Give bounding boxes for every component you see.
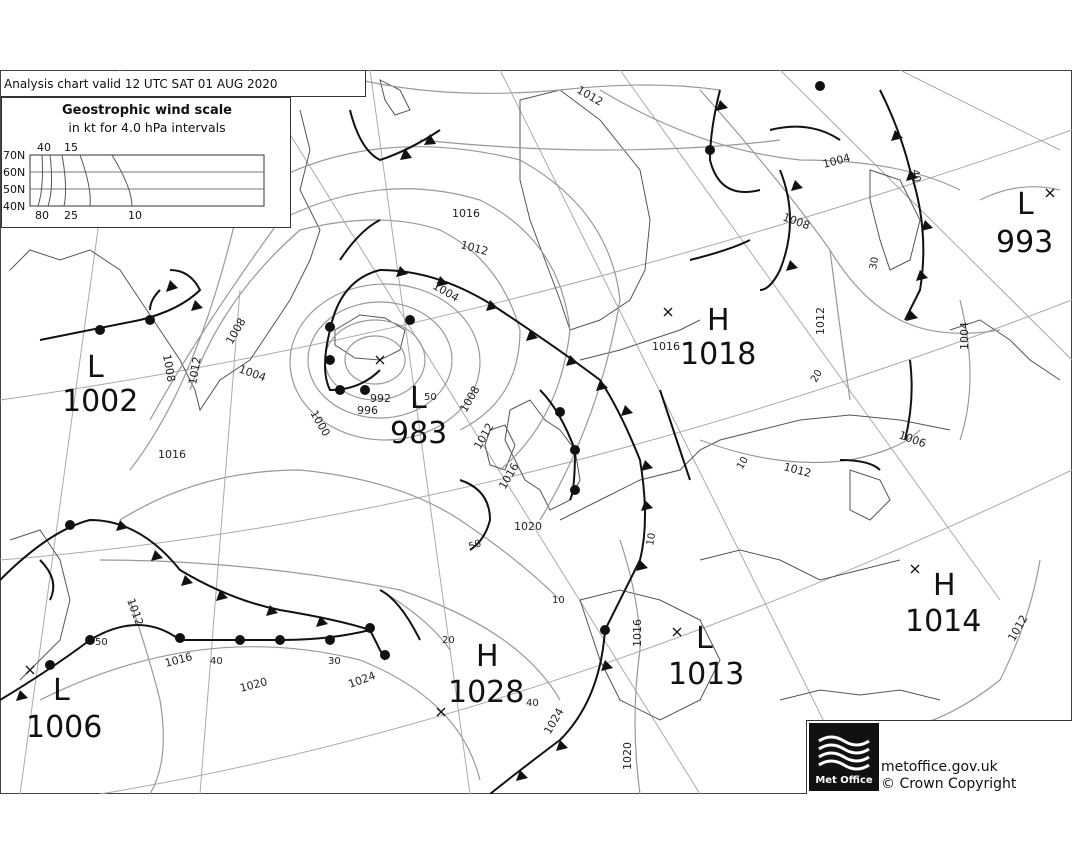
wind-label: 30: [868, 256, 882, 271]
system-letter: L: [1017, 187, 1034, 222]
system-pressure: 1006: [26, 710, 103, 745]
isobar-label: 1012: [186, 355, 204, 386]
wind-label: 20: [809, 367, 825, 385]
system-letter: H: [476, 639, 499, 674]
speed-label: 15: [64, 141, 78, 154]
isobar-label: 1012: [1005, 612, 1031, 644]
isobar-label: 1006: [896, 428, 928, 451]
isobar-label: 1000: [307, 408, 333, 439]
isobar-label: 1024: [346, 669, 378, 691]
isobar-label: 1016: [631, 619, 644, 647]
isobar-label: 1008: [457, 383, 483, 415]
speed-label: 80: [35, 209, 49, 222]
website-link[interactable]: metoffice.gov.uk: [881, 759, 998, 775]
wind-label: 40: [526, 698, 539, 709]
logo-text: Met Office: [815, 775, 873, 786]
wind-label: 10: [735, 454, 751, 472]
isobar-label: 1020: [514, 520, 542, 533]
system-pressure: 1028: [448, 675, 525, 710]
wind-label: 50: [424, 392, 437, 403]
system-pressure: 1002: [62, 384, 139, 419]
wind-label: 30: [328, 656, 341, 667]
chart-title: Analysis chart valid 12 UTC SAT 01 AUG 2020: [1, 71, 366, 97]
isobar-label: 1016: [452, 207, 480, 220]
isobar-label: 1004: [236, 362, 268, 385]
isobar-label: 996: [357, 404, 378, 417]
latitude-label: 70N: [3, 149, 26, 162]
wind-label: 10: [645, 532, 659, 547]
geostrophic-wind-scale: [1, 97, 291, 228]
isobar-label: 1008: [160, 353, 178, 384]
wave-icon: [809, 727, 879, 777]
latitude-label: 40N: [3, 200, 26, 213]
isobar-label: 1012: [459, 238, 490, 259]
speed-label: 10: [128, 209, 142, 222]
system-letter: L: [410, 381, 427, 416]
system-pressure: 983: [390, 416, 448, 451]
isobar-label: 1024: [541, 705, 567, 737]
wind-scale-title: Geostrophic wind scale: [61, 103, 232, 118]
latitude-label: 60N: [3, 166, 26, 179]
system-letter: L: [53, 673, 70, 708]
latitude-label: 50N: [3, 183, 26, 196]
system-pressure: 993: [996, 225, 1054, 260]
wind-label: 40: [909, 168, 923, 184]
system-pressure: 1018: [680, 337, 757, 372]
met-office-logo: [809, 723, 879, 791]
isobar-label: 1012: [471, 420, 497, 452]
isobar-label: 1016: [163, 650, 194, 670]
system-letter: L: [87, 350, 104, 385]
footer-logo-box: [806, 720, 1072, 794]
speed-label: 40: [37, 141, 51, 154]
copyright-text: © Crown Copyright: [881, 776, 1017, 792]
isobar-label: 1008: [223, 315, 249, 347]
wind-label: 50: [95, 637, 108, 648]
speed-label: 25: [64, 209, 78, 222]
system-pressure: 1013: [668, 657, 745, 692]
isobar-label: 1008: [780, 210, 812, 233]
isobar-label: 1016: [158, 448, 186, 461]
wind-label: 20: [442, 635, 455, 646]
wind-label: 40: [210, 656, 223, 667]
system-letter: H: [707, 303, 730, 338]
isobar-label: 1012: [574, 83, 606, 109]
system-letter: L: [696, 621, 713, 656]
isobar-label: 1004: [821, 151, 852, 171]
isobar-label: 992: [370, 392, 391, 405]
isobar-label: 1016: [652, 340, 680, 353]
isobar-label: 1020: [238, 675, 269, 695]
isobar-label: 1020: [621, 742, 634, 770]
isobar-label: 1012: [814, 307, 827, 335]
wind-label: 10: [552, 595, 565, 606]
wind-label: 50: [467, 538, 483, 553]
system-pressure: 1014: [905, 604, 982, 639]
isobar-label: 1012: [782, 460, 813, 481]
wind-labels: [95, 169, 922, 709]
isobar-label: 1004: [430, 279, 462, 305]
system-letter: H: [933, 568, 956, 603]
isobar-label: 1016: [496, 460, 522, 492]
wind-scale-subtitle: in kt for 4.0 hPa intervals: [68, 120, 226, 135]
isobar-label: 1004: [958, 322, 971, 350]
isobar-label: 1012: [124, 596, 146, 628]
